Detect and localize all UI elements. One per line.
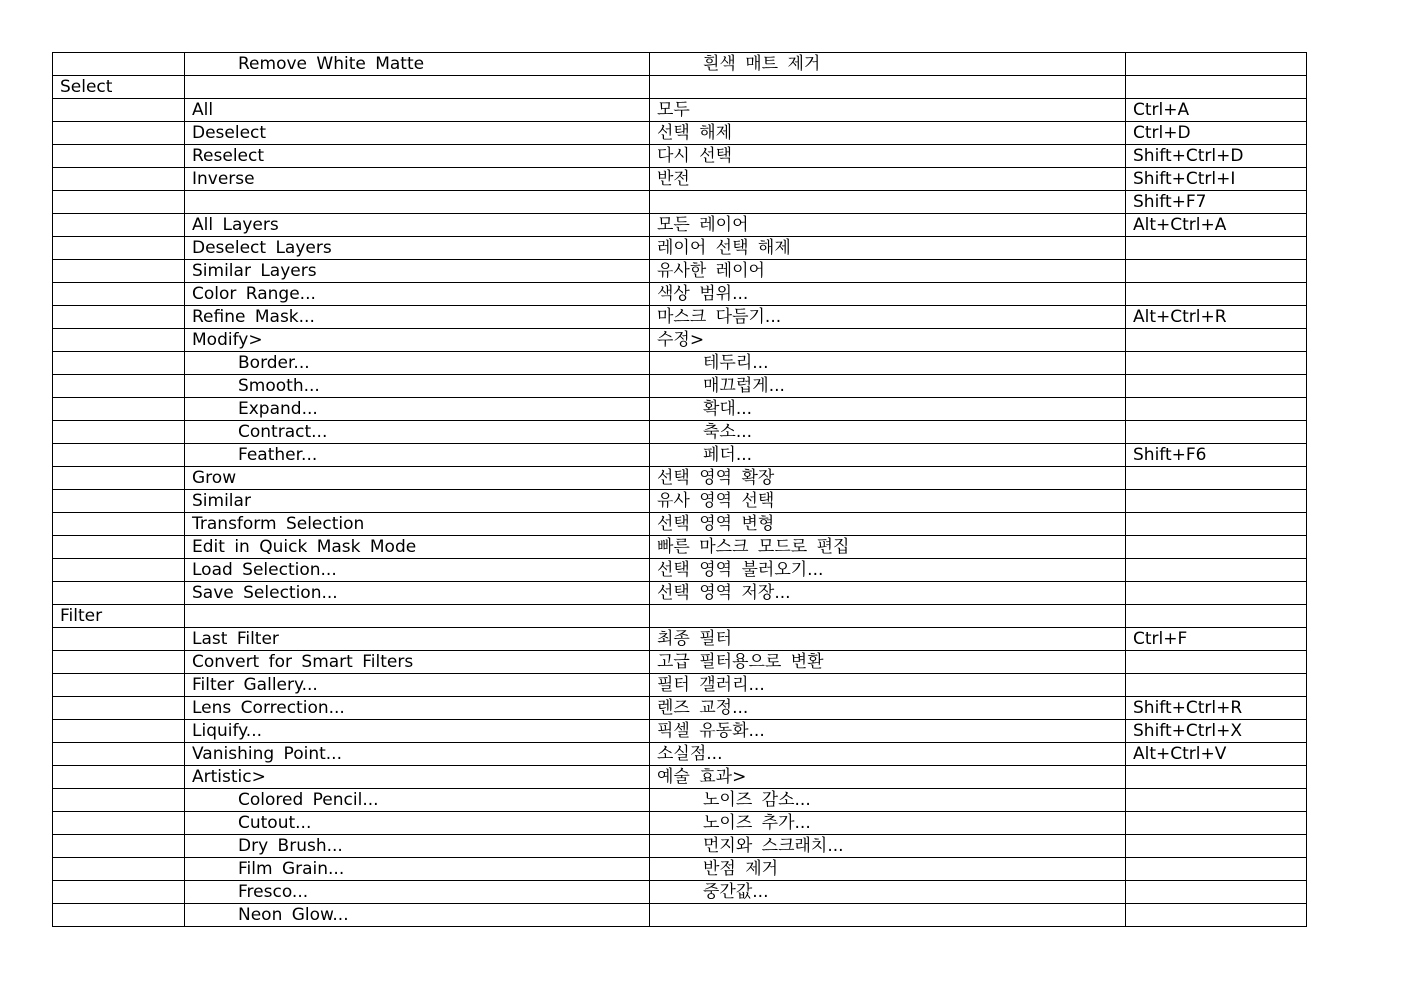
- shortcut-cell: [1126, 536, 1307, 559]
- table-row: [53, 260, 1307, 283]
- shortcut-cell: [1126, 881, 1307, 904]
- table-body: [53, 53, 1307, 927]
- table-row: [53, 628, 1307, 651]
- table-row: [53, 122, 1307, 145]
- table-row: [53, 812, 1307, 835]
- section-cell: [53, 743, 185, 766]
- english-menu-cell: Film Grain...: [185, 858, 650, 881]
- section-cell: [53, 145, 185, 168]
- section-cell: [53, 444, 185, 467]
- table-row: [53, 720, 1307, 743]
- english-menu-cell: Convert for Smart Filters: [185, 651, 650, 674]
- shortcut-cell: Alt+Ctrl+R: [1126, 306, 1307, 329]
- english-menu-cell: Fresco...: [185, 881, 650, 904]
- section-cell: [53, 881, 185, 904]
- table-row: [53, 53, 1307, 76]
- korean-menu-cell: [650, 904, 1126, 927]
- english-menu-cell: Transform Selection: [185, 513, 650, 536]
- table-row: [53, 605, 1307, 628]
- section-cell: [53, 651, 185, 674]
- table-row: [53, 904, 1307, 927]
- section-cell: [53, 628, 185, 651]
- section-cell: [53, 536, 185, 559]
- shortcut-cell: [1126, 375, 1307, 398]
- table-row: [53, 76, 1307, 99]
- korean-menu-cell: 선택 영역 저장...: [650, 582, 1126, 605]
- shortcut-cell: Ctrl+D: [1126, 122, 1307, 145]
- korean-menu-cell: 빠른 마스크 모드로 편집: [650, 536, 1126, 559]
- table-row: [53, 559, 1307, 582]
- table-row: [53, 99, 1307, 122]
- english-menu-cell: Filter Gallery...: [185, 674, 650, 697]
- korean-menu-cell: 중간값...: [650, 881, 1126, 904]
- section-cell: Filter: [53, 605, 185, 628]
- shortcut-cell: [1126, 858, 1307, 881]
- shortcut-cell: [1126, 283, 1307, 306]
- shortcut-cell: Shift+Ctrl+X: [1126, 720, 1307, 743]
- section-cell: [53, 904, 185, 927]
- shortcut-cell: [1126, 904, 1307, 927]
- section-cell: [53, 122, 185, 145]
- english-menu-cell: [185, 605, 650, 628]
- section-cell: [53, 467, 185, 490]
- korean-menu-cell: 흰색 매트 제거: [650, 53, 1126, 76]
- english-menu-cell: Refine Mask...: [185, 306, 650, 329]
- english-menu-cell: Modify>: [185, 329, 650, 352]
- english-menu-cell: Inverse: [185, 168, 650, 191]
- english-menu-cell: Smooth...: [185, 375, 650, 398]
- shortcut-cell: [1126, 605, 1307, 628]
- english-menu-cell: Color Range...: [185, 283, 650, 306]
- korean-menu-cell: 반전: [650, 168, 1126, 191]
- english-menu-cell: [185, 191, 650, 214]
- korean-menu-cell: 테두리...: [650, 352, 1126, 375]
- shortcut-cell: [1126, 812, 1307, 835]
- korean-menu-cell: 색상 범위...: [650, 283, 1126, 306]
- table-row: [53, 145, 1307, 168]
- english-menu-cell: Deselect Layers: [185, 237, 650, 260]
- english-menu-cell: Feather...: [185, 444, 650, 467]
- shortcut-cell: [1126, 513, 1307, 536]
- english-menu-cell: [185, 76, 650, 99]
- section-cell: [53, 513, 185, 536]
- table-row: [53, 444, 1307, 467]
- section-cell: [53, 812, 185, 835]
- table-row: [53, 352, 1307, 375]
- korean-menu-cell: 모든 레이어: [650, 214, 1126, 237]
- table-row: [53, 835, 1307, 858]
- korean-menu-cell: [650, 191, 1126, 214]
- section-cell: [53, 858, 185, 881]
- shortcut-cell: [1126, 835, 1307, 858]
- section-cell: [53, 490, 185, 513]
- english-menu-cell: All Layers: [185, 214, 650, 237]
- section-cell: [53, 582, 185, 605]
- table-row: [53, 490, 1307, 513]
- korean-menu-cell: 유사한 레이어: [650, 260, 1126, 283]
- shortcut-cell: Shift+F7: [1126, 191, 1307, 214]
- section-cell: [53, 214, 185, 237]
- shortcut-cell: [1126, 237, 1307, 260]
- korean-menu-cell: 선택 해제: [650, 122, 1126, 145]
- english-menu-cell: Grow: [185, 467, 650, 490]
- section-cell: [53, 237, 185, 260]
- shortcut-cell: [1126, 467, 1307, 490]
- table-row: [53, 743, 1307, 766]
- korean-menu-cell: 축소...: [650, 421, 1126, 444]
- shortcut-cell: [1126, 398, 1307, 421]
- shortcut-cell: [1126, 674, 1307, 697]
- section-cell: [53, 835, 185, 858]
- shortcut-cell: Ctrl+A: [1126, 99, 1307, 122]
- section-cell: [53, 720, 185, 743]
- section-cell: [53, 260, 185, 283]
- korean-menu-cell: [650, 76, 1126, 99]
- korean-menu-cell: 레이어 선택 해제: [650, 237, 1126, 260]
- table-row: [53, 237, 1307, 260]
- korean-menu-cell: 유사 영역 선택: [650, 490, 1126, 513]
- table-row: [53, 651, 1307, 674]
- table-row: [53, 536, 1307, 559]
- korean-menu-cell: 먼지와 스크래치...: [650, 835, 1126, 858]
- table-row: [53, 191, 1307, 214]
- shortcut-cell: Shift+Ctrl+I: [1126, 168, 1307, 191]
- korean-menu-cell: 노이즈 추가...: [650, 812, 1126, 835]
- table-row: [53, 421, 1307, 444]
- menu-translation-table: [52, 52, 1307, 927]
- table-row: [53, 283, 1307, 306]
- shortcut-cell: [1126, 421, 1307, 444]
- shortcut-cell: [1126, 329, 1307, 352]
- section-cell: [53, 283, 185, 306]
- english-menu-cell: Last Filter: [185, 628, 650, 651]
- section-cell: [53, 306, 185, 329]
- english-menu-cell: Similar: [185, 490, 650, 513]
- english-menu-cell: Cutout...: [185, 812, 650, 835]
- section-cell: [53, 559, 185, 582]
- english-menu-cell: Lens Correction...: [185, 697, 650, 720]
- english-menu-cell: Dry Brush...: [185, 835, 650, 858]
- shortcut-cell: Ctrl+F: [1126, 628, 1307, 651]
- korean-menu-cell: 고급 필터용으로 변환: [650, 651, 1126, 674]
- section-cell: [53, 168, 185, 191]
- table-row: [53, 881, 1307, 904]
- table-row: [53, 513, 1307, 536]
- korean-menu-cell: 예술 효과>: [650, 766, 1126, 789]
- shortcut-cell: [1126, 766, 1307, 789]
- section-cell: [53, 789, 185, 812]
- korean-menu-cell: 선택 영역 확장: [650, 467, 1126, 490]
- section-cell: [53, 766, 185, 789]
- section-cell: [53, 674, 185, 697]
- table-row: [53, 168, 1307, 191]
- shortcut-cell: [1126, 76, 1307, 99]
- english-menu-cell: Save Selection...: [185, 582, 650, 605]
- korean-menu-cell: 최종 필터: [650, 628, 1126, 651]
- table-row: [53, 329, 1307, 352]
- korean-menu-cell: 페더...: [650, 444, 1126, 467]
- table-row: [53, 697, 1307, 720]
- english-menu-cell: Similar Layers: [185, 260, 650, 283]
- shortcut-cell: Shift+Ctrl+D: [1126, 145, 1307, 168]
- korean-menu-cell: 렌즈 교정...: [650, 697, 1126, 720]
- section-cell: [53, 329, 185, 352]
- korean-menu-cell: 픽셀 유동화...: [650, 720, 1126, 743]
- english-menu-cell: Neon Glow...: [185, 904, 650, 927]
- shortcut-cell: [1126, 559, 1307, 582]
- shortcut-cell: Alt+Ctrl+A: [1126, 214, 1307, 237]
- korean-menu-cell: 다시 선택: [650, 145, 1126, 168]
- english-menu-cell: All: [185, 99, 650, 122]
- table-row: [53, 467, 1307, 490]
- shortcut-cell: Shift+F6: [1126, 444, 1307, 467]
- table-row: [53, 766, 1307, 789]
- korean-menu-cell: 수정>: [650, 329, 1126, 352]
- section-cell: [53, 421, 185, 444]
- table-row: [53, 582, 1307, 605]
- table-row: [53, 306, 1307, 329]
- english-menu-cell: Remove White Matte: [185, 53, 650, 76]
- section-cell: [53, 398, 185, 421]
- english-menu-cell: Deselect: [185, 122, 650, 145]
- section-cell: [53, 375, 185, 398]
- english-menu-cell: Liquify...: [185, 720, 650, 743]
- korean-menu-cell: 반점 제거: [650, 858, 1126, 881]
- shortcut-cell: Shift+Ctrl+R: [1126, 697, 1307, 720]
- english-menu-cell: Expand...: [185, 398, 650, 421]
- english-menu-cell: Edit in Quick Mask Mode: [185, 536, 650, 559]
- korean-menu-cell: 선택 영역 불러오기...: [650, 559, 1126, 582]
- shortcut-cell: Alt+Ctrl+V: [1126, 743, 1307, 766]
- section-cell: [53, 352, 185, 375]
- section-cell: [53, 697, 185, 720]
- korean-menu-cell: 모두: [650, 99, 1126, 122]
- shortcut-cell: [1126, 789, 1307, 812]
- shortcut-cell: [1126, 53, 1307, 76]
- shortcut-cell: [1126, 352, 1307, 375]
- korean-menu-cell: 확대...: [650, 398, 1126, 421]
- korean-menu-cell: [650, 605, 1126, 628]
- section-cell: Select: [53, 76, 185, 99]
- shortcut-cell: [1126, 260, 1307, 283]
- table-row: [53, 375, 1307, 398]
- table-row: [53, 398, 1307, 421]
- section-cell: [53, 99, 185, 122]
- table-row: [53, 789, 1307, 812]
- english-menu-cell: Reselect: [185, 145, 650, 168]
- korean-menu-cell: 노이즈 감소...: [650, 789, 1126, 812]
- english-menu-cell: Vanishing Point...: [185, 743, 650, 766]
- english-menu-cell: Load Selection...: [185, 559, 650, 582]
- shortcut-cell: [1126, 490, 1307, 513]
- english-menu-cell: Contract...: [185, 421, 650, 444]
- korean-menu-cell: 선택 영역 변형: [650, 513, 1126, 536]
- shortcut-cell: [1126, 651, 1307, 674]
- english-menu-cell: Border...: [185, 352, 650, 375]
- english-menu-cell: Colored Pencil...: [185, 789, 650, 812]
- korean-menu-cell: 마스크 다듬기...: [650, 306, 1126, 329]
- section-cell: [53, 53, 185, 76]
- table-row: [53, 674, 1307, 697]
- korean-menu-cell: 소실점...: [650, 743, 1126, 766]
- shortcut-cell: [1126, 582, 1307, 605]
- korean-menu-cell: 필터 갤러리...: [650, 674, 1126, 697]
- table-row: [53, 858, 1307, 881]
- korean-menu-cell: 매끄럽게...: [650, 375, 1126, 398]
- english-menu-cell: Artistic>: [185, 766, 650, 789]
- section-cell: [53, 191, 185, 214]
- table-row: [53, 214, 1307, 237]
